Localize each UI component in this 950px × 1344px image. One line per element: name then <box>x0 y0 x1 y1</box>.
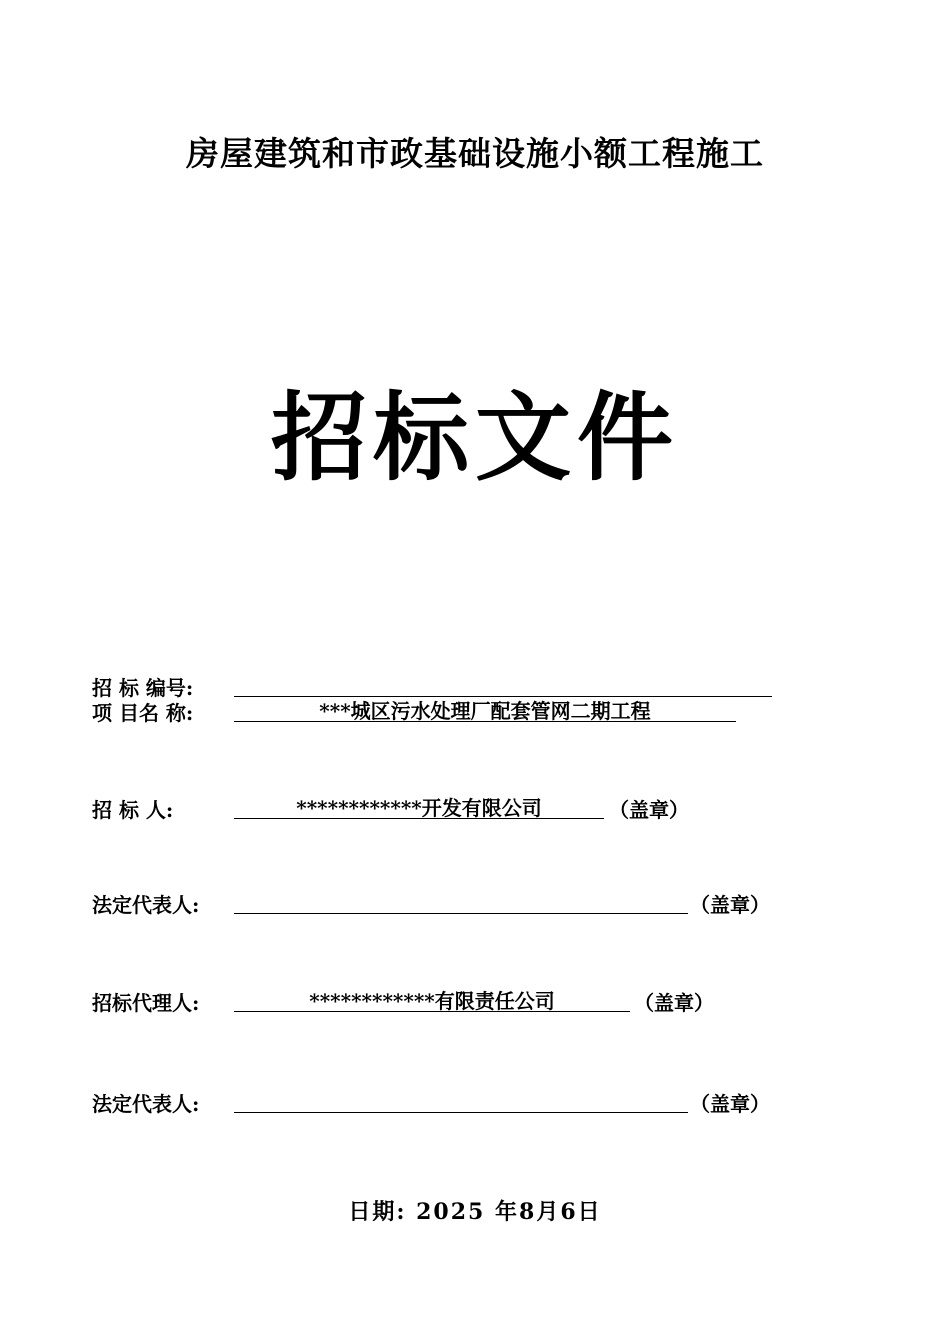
legal-rep1-field <box>234 887 688 914</box>
tenderer-field: ************开发有限公司 <box>234 792 604 819</box>
project-name-field: ***城区污水处理厂配套管网二期工程 <box>234 695 736 722</box>
tender-no-field <box>234 670 772 697</box>
legal-rep1-row <box>92 889 770 918</box>
project-name-row <box>92 697 651 726</box>
tender-no-label: 招 标 编号: <box>92 676 194 700</box>
legal-rep2-label: 法定代表人: <box>92 1092 200 1116</box>
legal-rep2-seal: （盖章） <box>690 1092 770 1116</box>
project-name-label: 项 目名 称: <box>92 701 194 725</box>
document-date: 日期: 2025 年8月6日 <box>348 1199 602 1225</box>
agent-row <box>92 987 714 1016</box>
agent-field: ************有限责任公司 <box>234 985 630 1012</box>
legal-rep1-seal: （盖章） <box>690 893 770 917</box>
tenderer-seal: （盖章） <box>609 798 689 822</box>
tenderer-row <box>92 794 689 823</box>
legal-rep2-row <box>92 1088 770 1117</box>
document-subtitle: 房屋建筑和市政基础设施小额工程施工 <box>186 134 764 173</box>
legal-rep2-field <box>234 1086 688 1113</box>
legal-rep1-label: 法定代表人: <box>92 893 200 917</box>
agent-seal: （盖章） <box>634 991 714 1015</box>
document-title: 招标文件 <box>271 381 679 494</box>
tenderer-label: 招 标 人: <box>92 798 174 822</box>
agent-label: 招标代理人: <box>92 991 200 1015</box>
